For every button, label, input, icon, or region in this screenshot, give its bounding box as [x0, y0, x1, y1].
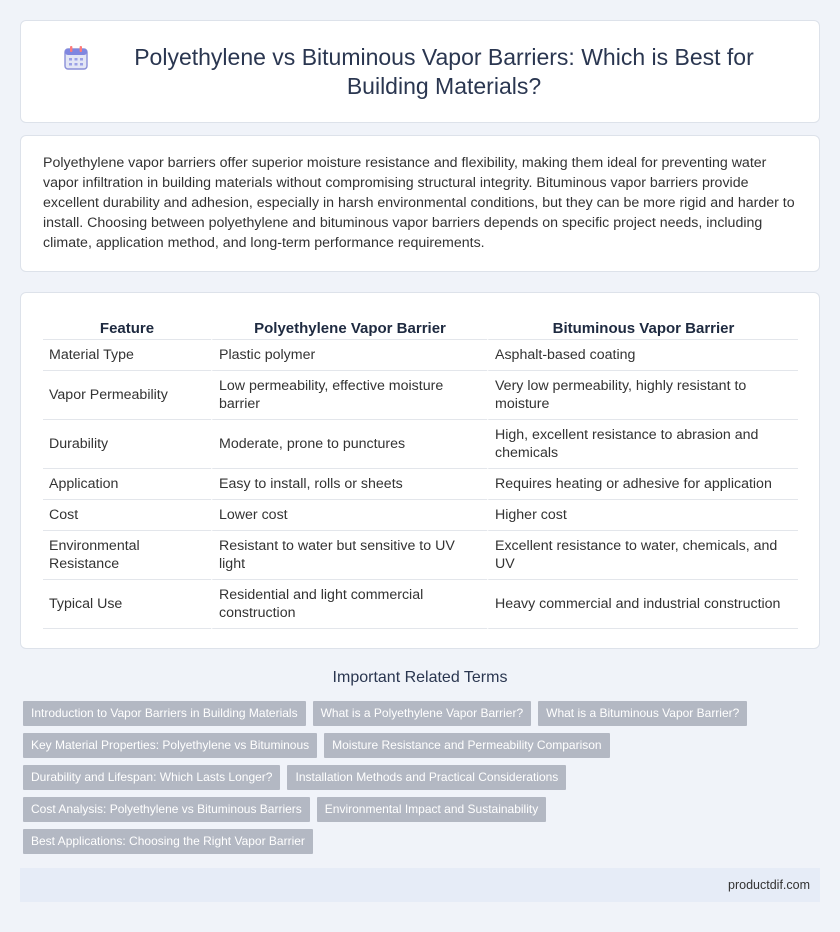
bituminous-cell: High, excellent resistance to abrasion and chemicals — [487, 420, 798, 469]
tag-row — [23, 701, 793, 726]
related-term-tag[interactable]: Introduction to Vapor Barriers in Building Materials — [23, 701, 306, 726]
feature-cell: Cost — [43, 500, 211, 531]
bituminous-cell: Excellent resistance to water, chemicals, and UV — [487, 531, 798, 580]
tag-row — [23, 797, 793, 822]
table-row — [43, 371, 798, 420]
table-row — [43, 420, 798, 469]
related-terms-title: Important Related Terms — [332, 669, 508, 686]
related-term-tag[interactable]: What is a Polyethylene Vapor Barrier? — [313, 701, 532, 726]
related-term-tag[interactable]: Durability and Lifespan: Which Lasts Longer? — [23, 765, 280, 790]
tag-row — [23, 829, 793, 854]
summary-card — [20, 135, 820, 272]
bituminous-cell: Asphalt-based coating — [487, 340, 798, 371]
related-term-tag[interactable]: Installation Methods and Practical Considerations — [287, 765, 566, 790]
polyethylene-cell: Residential and light commercial construction — [211, 580, 487, 629]
polyethylene-cell: Plastic polymer — [211, 340, 487, 371]
comparison-table-card — [20, 292, 820, 649]
related-terms-list — [23, 701, 793, 861]
footer — [20, 868, 820, 902]
feature-cell: Material Type — [43, 340, 211, 371]
bituminous-cell: Requires heating or adhesive for application — [487, 469, 798, 500]
table-row — [43, 531, 798, 580]
feature-cell: Environmental Resistance — [43, 531, 211, 580]
header-polyethylene: Polyethylene Vapor Barrier — [211, 313, 487, 340]
calendar-icon — [61, 43, 91, 73]
polyethylene-cell: Easy to install, rolls or sheets — [211, 469, 487, 500]
summary-text: Polyethylene vapor barriers offer superior moisture resistance and flexibility, making them ideal for preventing water vapor infiltration in building materials without compromising structural integrity. Bituminous vapor barriers provide excellent durability and adhesion, especially in harsh environmental conditions, but they can be more rigid and harder to install. Choosing between polyethylene and bituminous vapor barriers depends on specific project needs, including climate, application method, and long-term performance requirements. — [43, 155, 795, 251]
footer-site-link[interactable]: productdif.com — [728, 878, 810, 892]
feature-cell: Durability — [43, 420, 211, 469]
header-feature: Feature — [43, 313, 211, 340]
feature-cell: Application — [43, 469, 211, 500]
feature-cell: Typical Use — [43, 580, 211, 629]
related-term-tag[interactable]: Cost Analysis: Polyethylene vs Bituminous Barriers — [23, 797, 310, 822]
table-row — [43, 469, 798, 500]
bituminous-cell: Higher cost — [487, 500, 798, 531]
table-row — [43, 340, 798, 371]
tag-row — [23, 733, 793, 758]
bituminous-cell: Heavy commercial and industrial construction — [487, 580, 798, 629]
table-header-row — [43, 313, 798, 340]
related-term-tag[interactable]: Key Material Properties: Polyethylene vs Bituminous — [23, 733, 317, 758]
polyethylene-cell: Low permeability, effective moisture barrier — [211, 371, 487, 420]
table-row — [43, 500, 798, 531]
page-title: Polyethylene vs Bituminous Vapor Barriers: Which is Best for Building Materials? — [134, 43, 754, 99]
polyethylene-cell: Moderate, prone to punctures — [211, 420, 487, 469]
related-term-tag[interactable]: Moisture Resistance and Permeability Comparison — [324, 733, 609, 758]
feature-cell: Vapor Permeability — [43, 371, 211, 420]
tag-row — [23, 765, 793, 790]
table-row — [43, 580, 798, 629]
comparison-table — [43, 313, 798, 629]
bituminous-cell: Very low permeability, highly resistant to moisture — [487, 371, 798, 420]
related-term-tag[interactable]: Environmental Impact and Sustainability — [317, 797, 546, 822]
header-card — [20, 20, 820, 123]
polyethylene-cell: Lower cost — [211, 500, 487, 531]
polyethylene-cell: Resistant to water but sensitive to UV light — [211, 531, 487, 580]
header-bituminous: Bituminous Vapor Barrier — [487, 313, 798, 340]
related-term-tag[interactable]: What is a Bituminous Vapor Barrier? — [538, 701, 747, 726]
related-term-tag[interactable]: Best Applications: Choosing the Right Vapor Barrier — [23, 829, 313, 854]
